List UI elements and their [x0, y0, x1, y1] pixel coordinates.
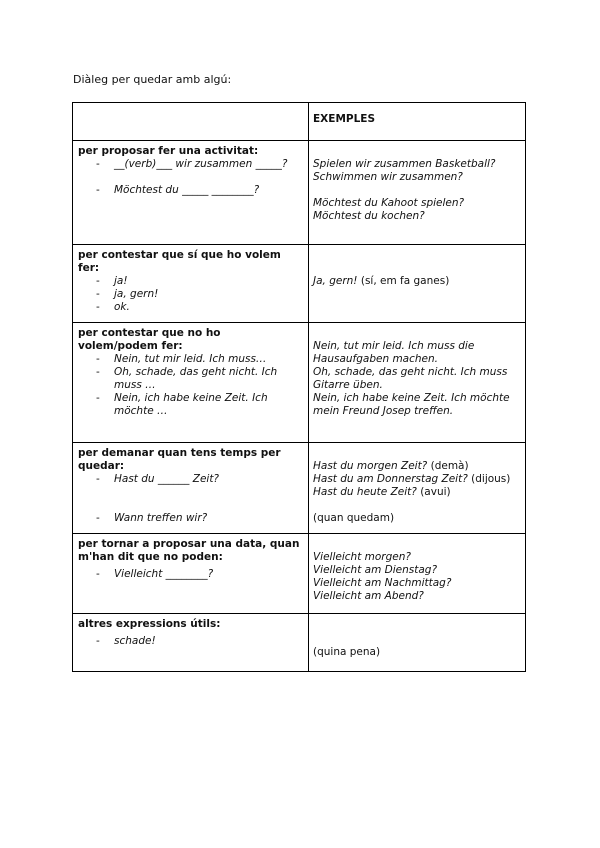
list-item: - ja!: [78, 275, 304, 288]
example-line: [313, 486, 521, 499]
example-note: (sí, em fa ganes): [357, 275, 450, 287]
example-line: Möchtest du kochen?: [313, 210, 425, 222]
example-line: Vielleicht am Abend?: [313, 590, 424, 602]
example-line: Vielleicht am Dienstag?: [313, 564, 438, 576]
header-right-cell: [309, 103, 526, 141]
category-cell: [73, 141, 309, 245]
list-item: - Nein, tut mir leid. Ich muss…: [78, 353, 304, 366]
table-row: [73, 141, 526, 245]
example-line: Möchtest du Kahoot spielen?: [313, 197, 465, 209]
header-row: [73, 103, 526, 141]
list-item: - Wann treffen wir?: [78, 512, 304, 525]
example-note: (quina pena): [313, 646, 381, 658]
category-label: per demanar quan tens temps per quedar:: [78, 447, 281, 472]
document-title: Diàleg per quedar amb algú:: [73, 73, 232, 86]
list-item: - schade!: [78, 635, 304, 648]
examples-cell: [309, 141, 526, 245]
examples-cell: [309, 323, 526, 443]
example-line: Nein, ich habe keine Zeit. Ich möchte mein Freund Josep treffen.: [313, 392, 510, 417]
table-row: [73, 443, 526, 534]
example-note: (demà): [427, 460, 469, 472]
example-line: Schwimmen wir zusammen?: [313, 171, 463, 183]
list-item: - Möchtest du _____ ________?: [78, 184, 304, 197]
example-line: [313, 646, 521, 659]
category-cell: [73, 614, 309, 672]
example-line: [313, 275, 521, 288]
examples-heading: EXEMPLES: [313, 113, 376, 125]
example-line: [313, 460, 521, 473]
example-line: Oh, schade, das geht nicht. Ich muss Gitarre üben.: [313, 366, 508, 391]
example-italic: Hast du morgen Zeit?: [313, 460, 428, 472]
list-item: - Vielleicht ________?: [78, 568, 304, 581]
example-line: [313, 512, 521, 525]
table-row: [73, 245, 526, 323]
phrase-list: [78, 353, 304, 418]
examples-cell: [309, 614, 526, 672]
example-line: Vielleicht am Nachmittag?: [313, 577, 452, 589]
category-label: per contestar que sí que ho volem fer:: [78, 249, 281, 274]
category-label: per tornar a proposar una data, quan m'han dit que no poden:: [78, 538, 300, 563]
example-note: (avui): [416, 486, 451, 498]
example-line: [313, 473, 521, 486]
category-label: altres expressions útils:: [78, 618, 221, 630]
example-italic: Hast du heute Zeit?: [313, 486, 417, 498]
phrase-list: [78, 158, 304, 197]
list-item: - ja, gern!: [78, 288, 304, 301]
example-note: (quan quedam): [313, 512, 395, 524]
table-row: [73, 614, 526, 672]
category-cell: [73, 323, 309, 443]
header-left-cell: [73, 103, 309, 141]
examples-cell: [309, 534, 526, 614]
table-row: [73, 534, 526, 614]
dialogue-table: [72, 102, 526, 672]
category-label: per proposar fer una activitat:: [78, 145, 259, 157]
examples-cell: [309, 245, 526, 323]
category-cell: [73, 443, 309, 534]
example-line: Vielleicht morgen?: [313, 551, 411, 563]
phrase-list: [78, 568, 304, 581]
category-cell: [73, 245, 309, 323]
example-line: Nein, tut mir leid. Ich muss die Hausaufgaben machen.: [313, 340, 475, 365]
table-row: [73, 323, 526, 443]
phrase-list: [78, 275, 304, 314]
example-italic: Hast du am Donnerstag Zeit?: [313, 473, 468, 485]
list-item: - __(verb)___ wir zusammen _____?: [78, 158, 304, 171]
examples-cell: [309, 443, 526, 534]
category-label: per contestar que no ho volem/podem fer:: [78, 327, 221, 352]
example-note: (dijous): [467, 473, 511, 485]
category-cell: [73, 534, 309, 614]
list-item: - Oh, schade, das geht nicht. Ich muss …: [78, 366, 304, 392]
list-item: - Nein, ich habe keine Zeit. Ich möchte …: [78, 392, 304, 418]
phrase-list: [78, 635, 304, 648]
phrase-list: [78, 473, 304, 525]
example-italic: Ja, gern!: [313, 275, 358, 287]
example-line: Spielen wir zusammen Basketball?: [313, 158, 496, 170]
list-item: - Hast du ______ Zeit?: [78, 473, 304, 486]
list-item: - ok.: [78, 301, 304, 314]
